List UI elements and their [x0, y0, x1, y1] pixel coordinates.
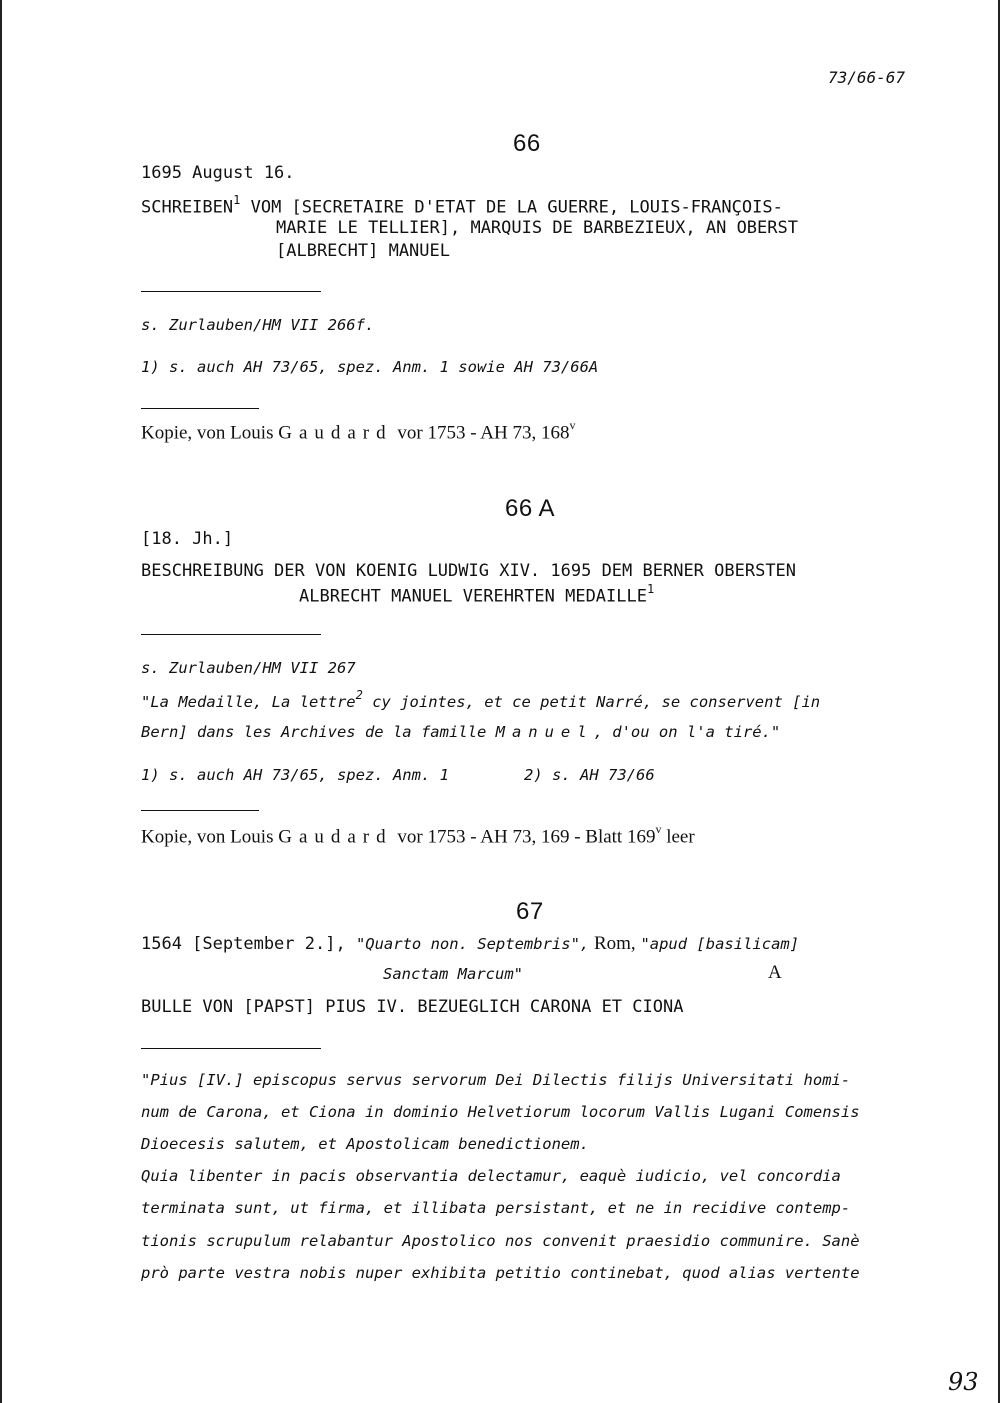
doc66a-reference: s. Zurlauben/HM VII 267 — [141, 659, 356, 677]
doc67-text-line: prò parte vestra nobis nuper exhibita petitio continebat, quod alias vertente — [141, 1264, 860, 1282]
doc67-text-line: "Pius [IV.] episcopus servus servorum Dei Dilectis filijs Universitati homi- — [141, 1071, 851, 1089]
doc67-text-line: Quia libenter in pacis observantia delectamur, eaquè iudicio, vel concordia — [141, 1167, 841, 1185]
doc66a-quote-line2: Bern] dans les Archives de la famille Manuel, d'ou on l'a tiré." — [141, 723, 781, 741]
doc66a-rule-2 — [141, 810, 259, 811]
doc66a-copy-note: Kopie, von Louis Gaudard vor 1753 - AH 73, 169 - Blatt 169$^v$ leer — [141, 822, 695, 848]
doc67-text-line: num de Carona, et Ciona in dominio Helvetiorum locorum Vallis Lugani Comensis — [141, 1103, 860, 1121]
doc66-copy-note: Kopie, von Louis Gaudard vor 1753 - AH 73, 168$^v$ — [141, 418, 576, 444]
doc67-date-line1: 1564 [September 2.], "Quarto non. Septembris", Rom, "apud [basilicam] — [141, 933, 800, 954]
doc66a-quote-line1: "La Medaille, La lettre$^2$ cy jointes, et ce petit Narré, se conservent [in — [141, 688, 821, 712]
doc66a-title-line2: ALBRECHT MANUEL VEREHRTEN MEDAILLE$^1$ — [299, 582, 655, 607]
doc67-number: 67 — [516, 898, 544, 925]
doc66-rule-2 — [141, 408, 259, 409]
doc67-rule — [141, 1048, 321, 1049]
doc66a-rule — [141, 634, 321, 635]
doc66a-number: 66 A — [505, 495, 556, 522]
doc66a-footnote-2: 2) s. AH 73/66 — [524, 766, 655, 784]
doc66-title-line2: MARIE LE TELLIER], MARQUIS DE BARBEZIEUX, AN OBERST — [276, 218, 798, 238]
doc67-text-line: tionis scrupulum relabantur Apostolico nos convenit praesidio communire. Sanè — [141, 1232, 860, 1250]
doc66-title-line3: [ALBRECHT] MANUEL — [276, 241, 450, 261]
doc67-title: BULLE VON [PAPST] PIUS IV. BEZUEGLICH CARONA ET CIONA — [141, 997, 684, 1017]
doc66-number: 66 — [513, 130, 541, 157]
doc67-date-mark: A — [768, 962, 782, 983]
doc66a-title-line1: BESCHREIBUNG DER VON KOENIG LUDWIG XIV. 1695 DEM BERNER OBERSTEN — [141, 561, 797, 581]
doc66a-date: [18. Jh.] — [141, 529, 234, 549]
folio-number-handwritten: 93 — [948, 1368, 979, 1396]
doc67-text-line: terminata sunt, ut firma, et illibata persistant, et ne in recidive contemp- — [141, 1199, 851, 1217]
doc66-date: 1695 August 16. — [141, 163, 295, 183]
doc67-date-line2: Sanctam Marcum" — [383, 965, 523, 983]
doc66-title-line1: SCHREIBEN$^1$ VOM [SECRETAIRE D'ETAT DE LA GUERRE, LOUIS-FRANÇOIS- — [141, 193, 783, 218]
doc67-text-line: Dioecesis salutem, et Apostolicam benedictionem. — [141, 1135, 589, 1153]
doc66-rule — [141, 291, 321, 292]
doc66-footnote: 1) s. auch AH 73/65, spez. Anm. 1 sowie AH 73/66A — [141, 358, 599, 376]
doc66-reference: s. Zurlauben/HM VII 266f. — [141, 316, 375, 334]
left-page-edge — [0, 0, 2, 1403]
doc66a-footnote-1: 1) s. auch AH 73/65, spez. Anm. 1 — [141, 766, 449, 784]
page-reference: 73/66-67 — [828, 68, 906, 87]
